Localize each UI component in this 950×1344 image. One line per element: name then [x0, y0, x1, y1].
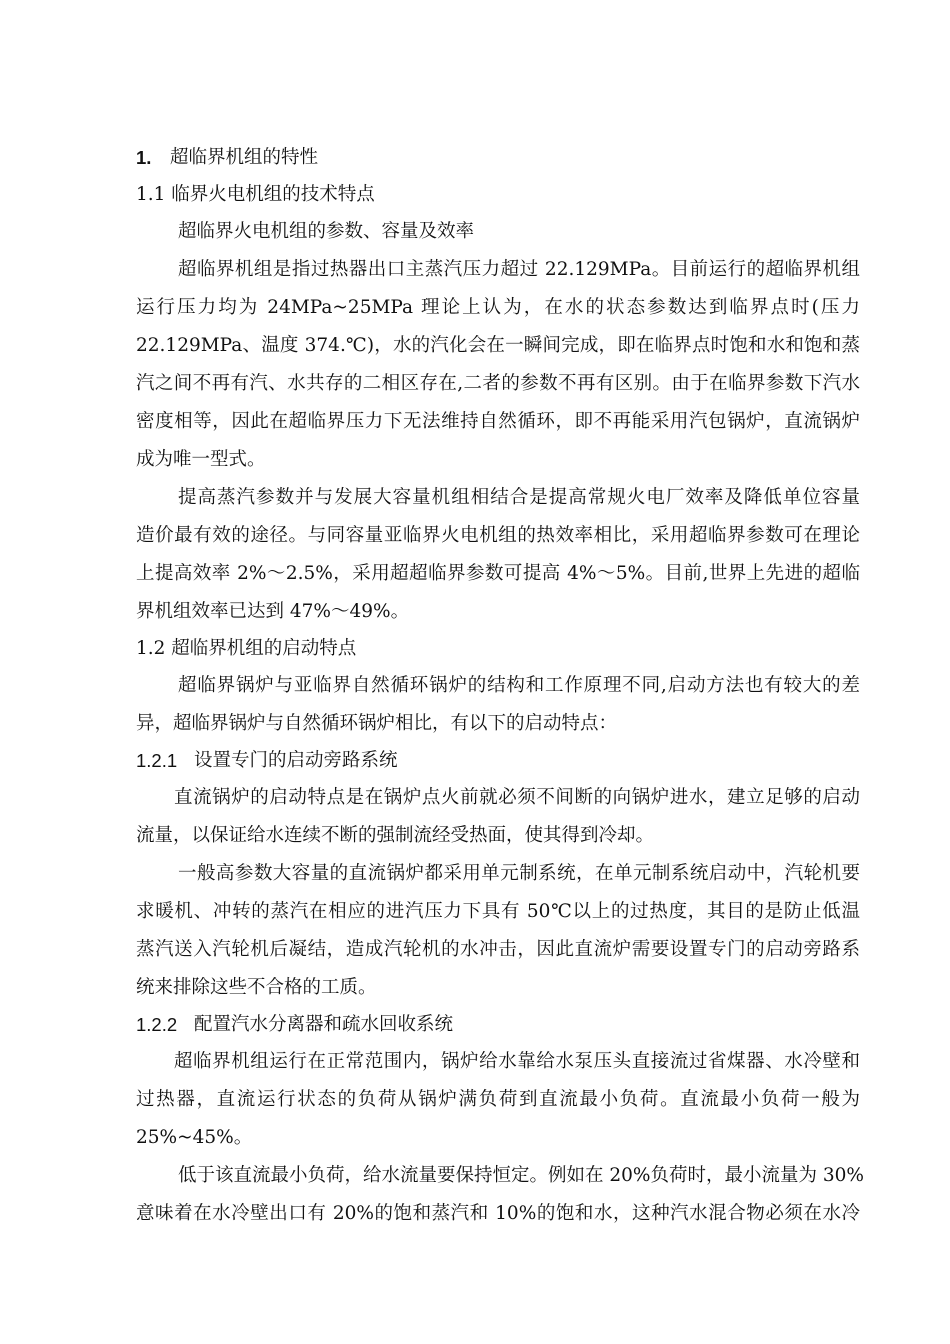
section-title: 配置汽水分离器和疏水回收系统: [194, 1014, 454, 1035]
paragraph-line: 成为唯一型式。: [136, 449, 266, 470]
paragraph-line: 提高蒸汽参数并与发展大容量机组相结合是提高常规火电厂效率及降低单位容量: [178, 487, 860, 508]
section-title: 超临界机组的特性: [170, 147, 319, 168]
section-title: 设置专门的启动旁路系统: [194, 750, 398, 771]
paragraph-line: 低于该直流最小负荷，给水流量要保持恒定。例如在 20%负荷时，最小流量为 30%: [178, 1165, 865, 1186]
section-number: 1.2.2: [136, 1014, 178, 1035]
paragraph-line: 界机组效率已达到 47%～49%。: [136, 601, 410, 622]
paragraph-line: 25%~45%。: [136, 1127, 253, 1148]
paragraph-line: 直流锅炉的启动特点是在锅炉点火前就必须不间断的向锅炉进水，建立足够的启动: [174, 787, 860, 808]
paragraph-line: 造价最有效的途径。与同容量亚临界火电机组的热效率相比，采用超临界参数可在理论: [136, 525, 860, 546]
paragraph-line: 过热器，直流运行状态的负荷从锅炉满负荷到直流最小负荷。直流最小负荷一般为: [136, 1089, 860, 1110]
paragraph-line: 超临界锅炉与亚临界自然循环锅炉的结构和工作原理不同,启动方法也有较大的差: [178, 675, 860, 696]
section-number: 1.: [136, 147, 152, 168]
paragraph-line: 求暖机、冲转的蒸汽在相应的进汽压力下具有 50℃以上的过热度，其目的是防止低温: [136, 901, 860, 922]
paragraph-line: 22.129MPa、温度 374.℃)，水的汽化会在一瞬间完成，即在临界点时饱和水和饱和蒸: [136, 335, 860, 356]
paragraph-line: 运行压力均为 24MPa~25MPa 理论上认为，在水的状态参数达到临界点时(压力: [136, 297, 860, 318]
paragraph-line: 流量，以保证给水连续不断的强制流经受热面，使其得到冷却。: [136, 825, 655, 846]
paragraph-line: 汽之间不再有汽、水共存的二相区存在,二者的参数不再有区别。由于在临界参数下汽水: [136, 373, 860, 394]
paragraph-line: 统来排除这些不合格的工质。: [136, 977, 377, 998]
heading-1-1: 1.1 临界火电机组的技术特点: [136, 184, 375, 205]
paragraph-line: 上提高效率 2%～2.5%，采用超超临界参数可提高 4%～5%。目前,世界上先进的超临: [136, 563, 860, 584]
sub-heading: 超临界火电机组的参数、容量及效率: [178, 221, 475, 242]
paragraph-line: 意味着在水冷壁出口有 20%的饱和蒸汽和 10%的饱和水，这种汽水混合物必须在水冷: [136, 1203, 860, 1224]
paragraph-line: 超临界机组运行在正常范围内，锅炉给水靠给水泵压头直接流过省煤器、水冷壁和: [174, 1051, 860, 1072]
heading-1-2: 1.2 超临界机组的启动特点: [136, 638, 357, 659]
section-number: 1.2.1: [136, 750, 178, 771]
paragraph-line: 蒸汽送入汽轮机后凝结，造成汽轮机的水冲击，因此直流炉需要设置专门的启动旁路系: [136, 939, 860, 960]
paragraph-line: 超临界机组是指过热器出口主蒸汽压力超过 22.129MPa。目前运行的超临界机组: [178, 259, 860, 280]
paragraph-line: 一般高参数大容量的直流锅炉都采用单元制系统，在单元制系统启动中，汽轮机要: [178, 863, 860, 884]
paragraph-line: 异，超临界锅炉与自然循环锅炉相比，有以下的启动特点：: [136, 713, 618, 734]
paragraph-line: 密度相等，因此在超临界压力下无法维持自然循环，即不再能采用汽包锅炉，直流锅炉: [136, 411, 860, 432]
